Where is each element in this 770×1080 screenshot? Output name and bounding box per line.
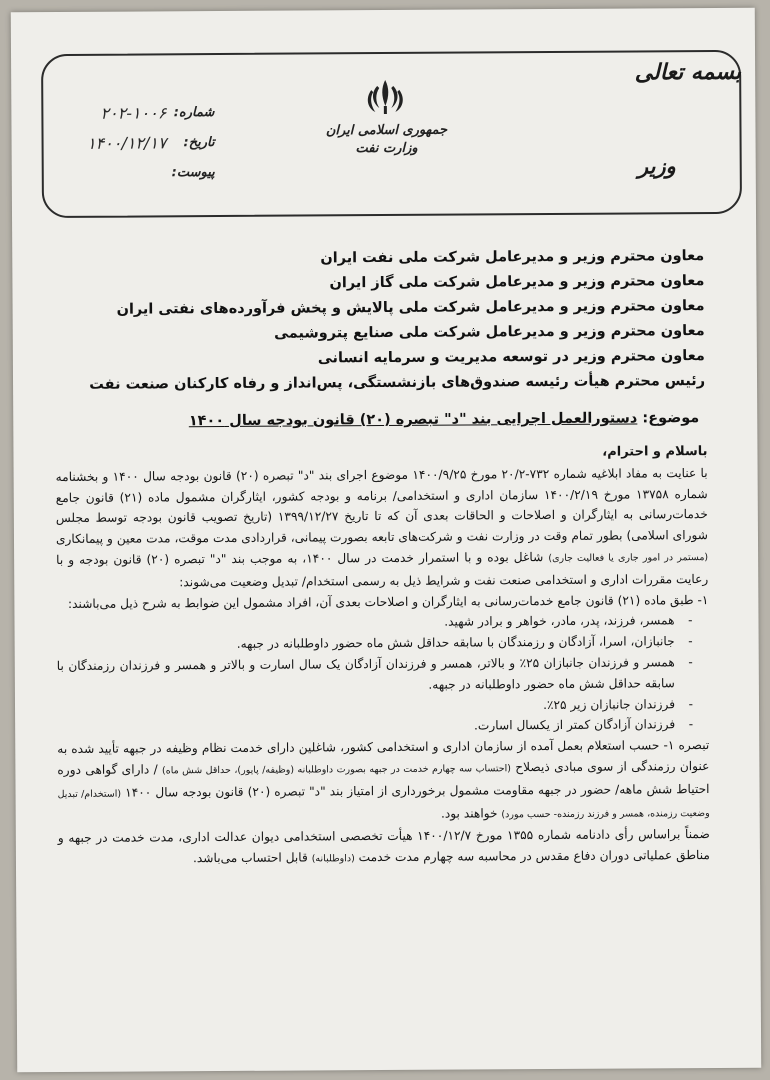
letter-body <box>55 442 710 872</box>
subject-text: دستورالعمل اجرایی بند "د" تبصره (۲۰) قانون بودجه سال ۱۴۰۰ <box>188 410 638 430</box>
recipient-line: معاون محترم وزیر و مدیرعامل شرکت ملی نفت ایران <box>320 248 705 267</box>
reference-box <box>49 97 215 188</box>
ref-number-value: ۲۰۲-۱۰۰۶ <box>100 102 167 123</box>
recipient-line: معاون محترم وزیر و مدیرعامل شرکت ملی پالایش و پخش فرآورده‌های نفتی ایران <box>116 298 705 318</box>
office-title: وزیر <box>637 154 676 179</box>
greeting: باسلام و احترام، <box>602 444 708 460</box>
ref-attachment-label: پیوست: <box>171 164 215 180</box>
intro-paragraph <box>56 463 709 594</box>
list-item: - همسر، فرزند، پدر، مادر، خواهر و برادر شهید. <box>56 610 708 635</box>
item-1: ۱- طبق ماده (۲۱) قانون جامع خدمات‌رسانی به ایثارگران و اصلاحات بعدی آن، افراد مشمول این ضوابط به شرح ذیل می‌باشند: <box>67 592 709 611</box>
list-item: - همسر و فرزندان جانبازان ۲۵٪ و بالاتر، همسر و فرزندان آزادگان یک سال اسارت و بالاتر و همسر و فرزندان رزمندگان با سابقه حداقل شش ماه حضور داوطلبانه در جبهه. <box>57 652 709 698</box>
final-main: ضمناً براساس رأی دادنامه شماره ۱۳۵۵ مورخ ۱۴۰۰/۱۲/۷ هیأت تخصصی استخدامی دیوان عدالت اداری، مدت خدمت در جبهه و مناطق عملیاتی دوران دفاع مقدس در محاسبه سه چهارم مدت خدمت <box>57 827 710 865</box>
ref-number-label: شماره: <box>173 104 215 120</box>
note-small-2: (استخدام/ تبدیل وضعیت رزمنده، همسر و فرزند رزمنده- حسب مورد) <box>57 788 710 820</box>
subject-label: موضوع: <box>642 410 700 427</box>
intro-main: با عنایت به مفاد ابلاغیه شماره ۷۳۲-۲۰/۲ مورخ ۱۴۰۰/۹/۲۵ موضوع اجرای بند "د" تبصره (۲۰) قانون بودجه سال ۱۴۰۰ و بخشنامه شماره ۱۳۷۵۸ مورخ ۱۴۰۰/۲/۱۹ سازمان اداری و استخدامی/ برنامه و بودجه کشور، ایثارگران مشمول ماده (۲۱) قانون جامع خدمات‌رسانی به ایثارگران و اصلاحات و الحاقات بعدی آن که تا تاریخ ۱۳۹۹/۱۲/۲۷ (تاریخ تصویب قانون بودجه توسط مجلس شورای اسلامی) بطور تمام وقت در وزارت نفت و شرکت‌های تابعه بصورت پیمانی، قراردادی مدت موقت، مدت معین و پیمانکاری <box>55 465 709 547</box>
emblem-line-2: وزارت نفت <box>355 140 418 157</box>
note-end: خواهند بود. <box>440 805 498 821</box>
recipient-line: معاون محترم وزیر و مدیرعامل شرکت ملی گاز ایران <box>329 273 705 292</box>
recipient-line: معاون محترم وزیر در توسعه مدیریت و سرمایه انسانی <box>317 348 705 367</box>
bismillah: بسمه تعالی <box>634 59 742 86</box>
emblem-line-1: جمهوری اسلامی ایران <box>325 122 448 139</box>
ref-date-row <box>49 127 214 158</box>
note-mid: / دارای گواهی دوره احتیاط شش ماهه/ حضور در جبهه مقاومت مشمول برخورداری از امتیاز بند "د" تبصره (۲۰) قانون بودجه سال ۱۴۰۰ <box>57 762 710 800</box>
list-item: - فرزندان جانبازان زیر ۲۵٪. <box>57 694 709 719</box>
ref-date-label: تاریخ: <box>183 134 215 150</box>
recipient-line: معاون محترم وزیر و مدیرعامل شرکت ملی صنایع پتروشیمی <box>274 323 705 342</box>
recipient-line: رئیس محترم هیأت رئیسه صندوق‌های بازنشستگی، پس‌انداز و رفاه کارکنان صنعت نفت <box>89 373 706 393</box>
note-main: تبصره ۱- حسب استعلام بعمل آمده از سازمان اداری و استخدامی کشور، شاغلین دارای خدمت نظام وظیفه در جبهه تأیید شده به عنوان رزمندگی از سوی مبادی ذیصلاح <box>57 738 710 775</box>
list-item: - جانبازان، اسرا، آزادگان و رزمندگان با سابقه حداقل شش ماه حضور داوطلبانه در جبهه. <box>57 631 709 656</box>
note-1 <box>57 735 710 828</box>
recipients-list <box>84 244 705 398</box>
final-paragraph <box>58 824 710 872</box>
subject-line <box>99 410 699 430</box>
note-small-1: (احتساب سه چهارم خدمت در جبهه بصورت داوطلبانه (وظیفه/ پایور)، حداقل شش ماه) <box>161 763 511 777</box>
intro-rest: شاغل بوده و با استمرار خدمت در سال ۱۴۰۰، به موجب بند "د" تبصره (۲۰) قانون بودجه و با رعایت مقررات اداری و استخدامی صنعت نفت و شرایط ذیل به رسمی استخدام/ تبدیل وضعیت می‌شوند: <box>56 550 709 590</box>
final-end: قابل احتساب می‌باشد. <box>192 850 308 866</box>
list-item: - فرزندان آزادگان کمتر از یکسال اسارت. <box>57 714 709 739</box>
ref-number-row <box>49 97 214 128</box>
intro-small: (مستمر در امور جاری یا فعالیت جاری) <box>548 552 709 564</box>
ref-attachment-row <box>50 157 215 188</box>
ref-date-value: ۱۴۰۰/۱۲/۱۷ <box>86 132 167 153</box>
eligibility-list <box>56 610 709 739</box>
final-small: (داوطلبانه) <box>311 853 355 865</box>
letter-paper <box>11 8 761 1073</box>
iran-emblem-icon <box>355 76 415 124</box>
emblem-caption <box>311 122 461 159</box>
